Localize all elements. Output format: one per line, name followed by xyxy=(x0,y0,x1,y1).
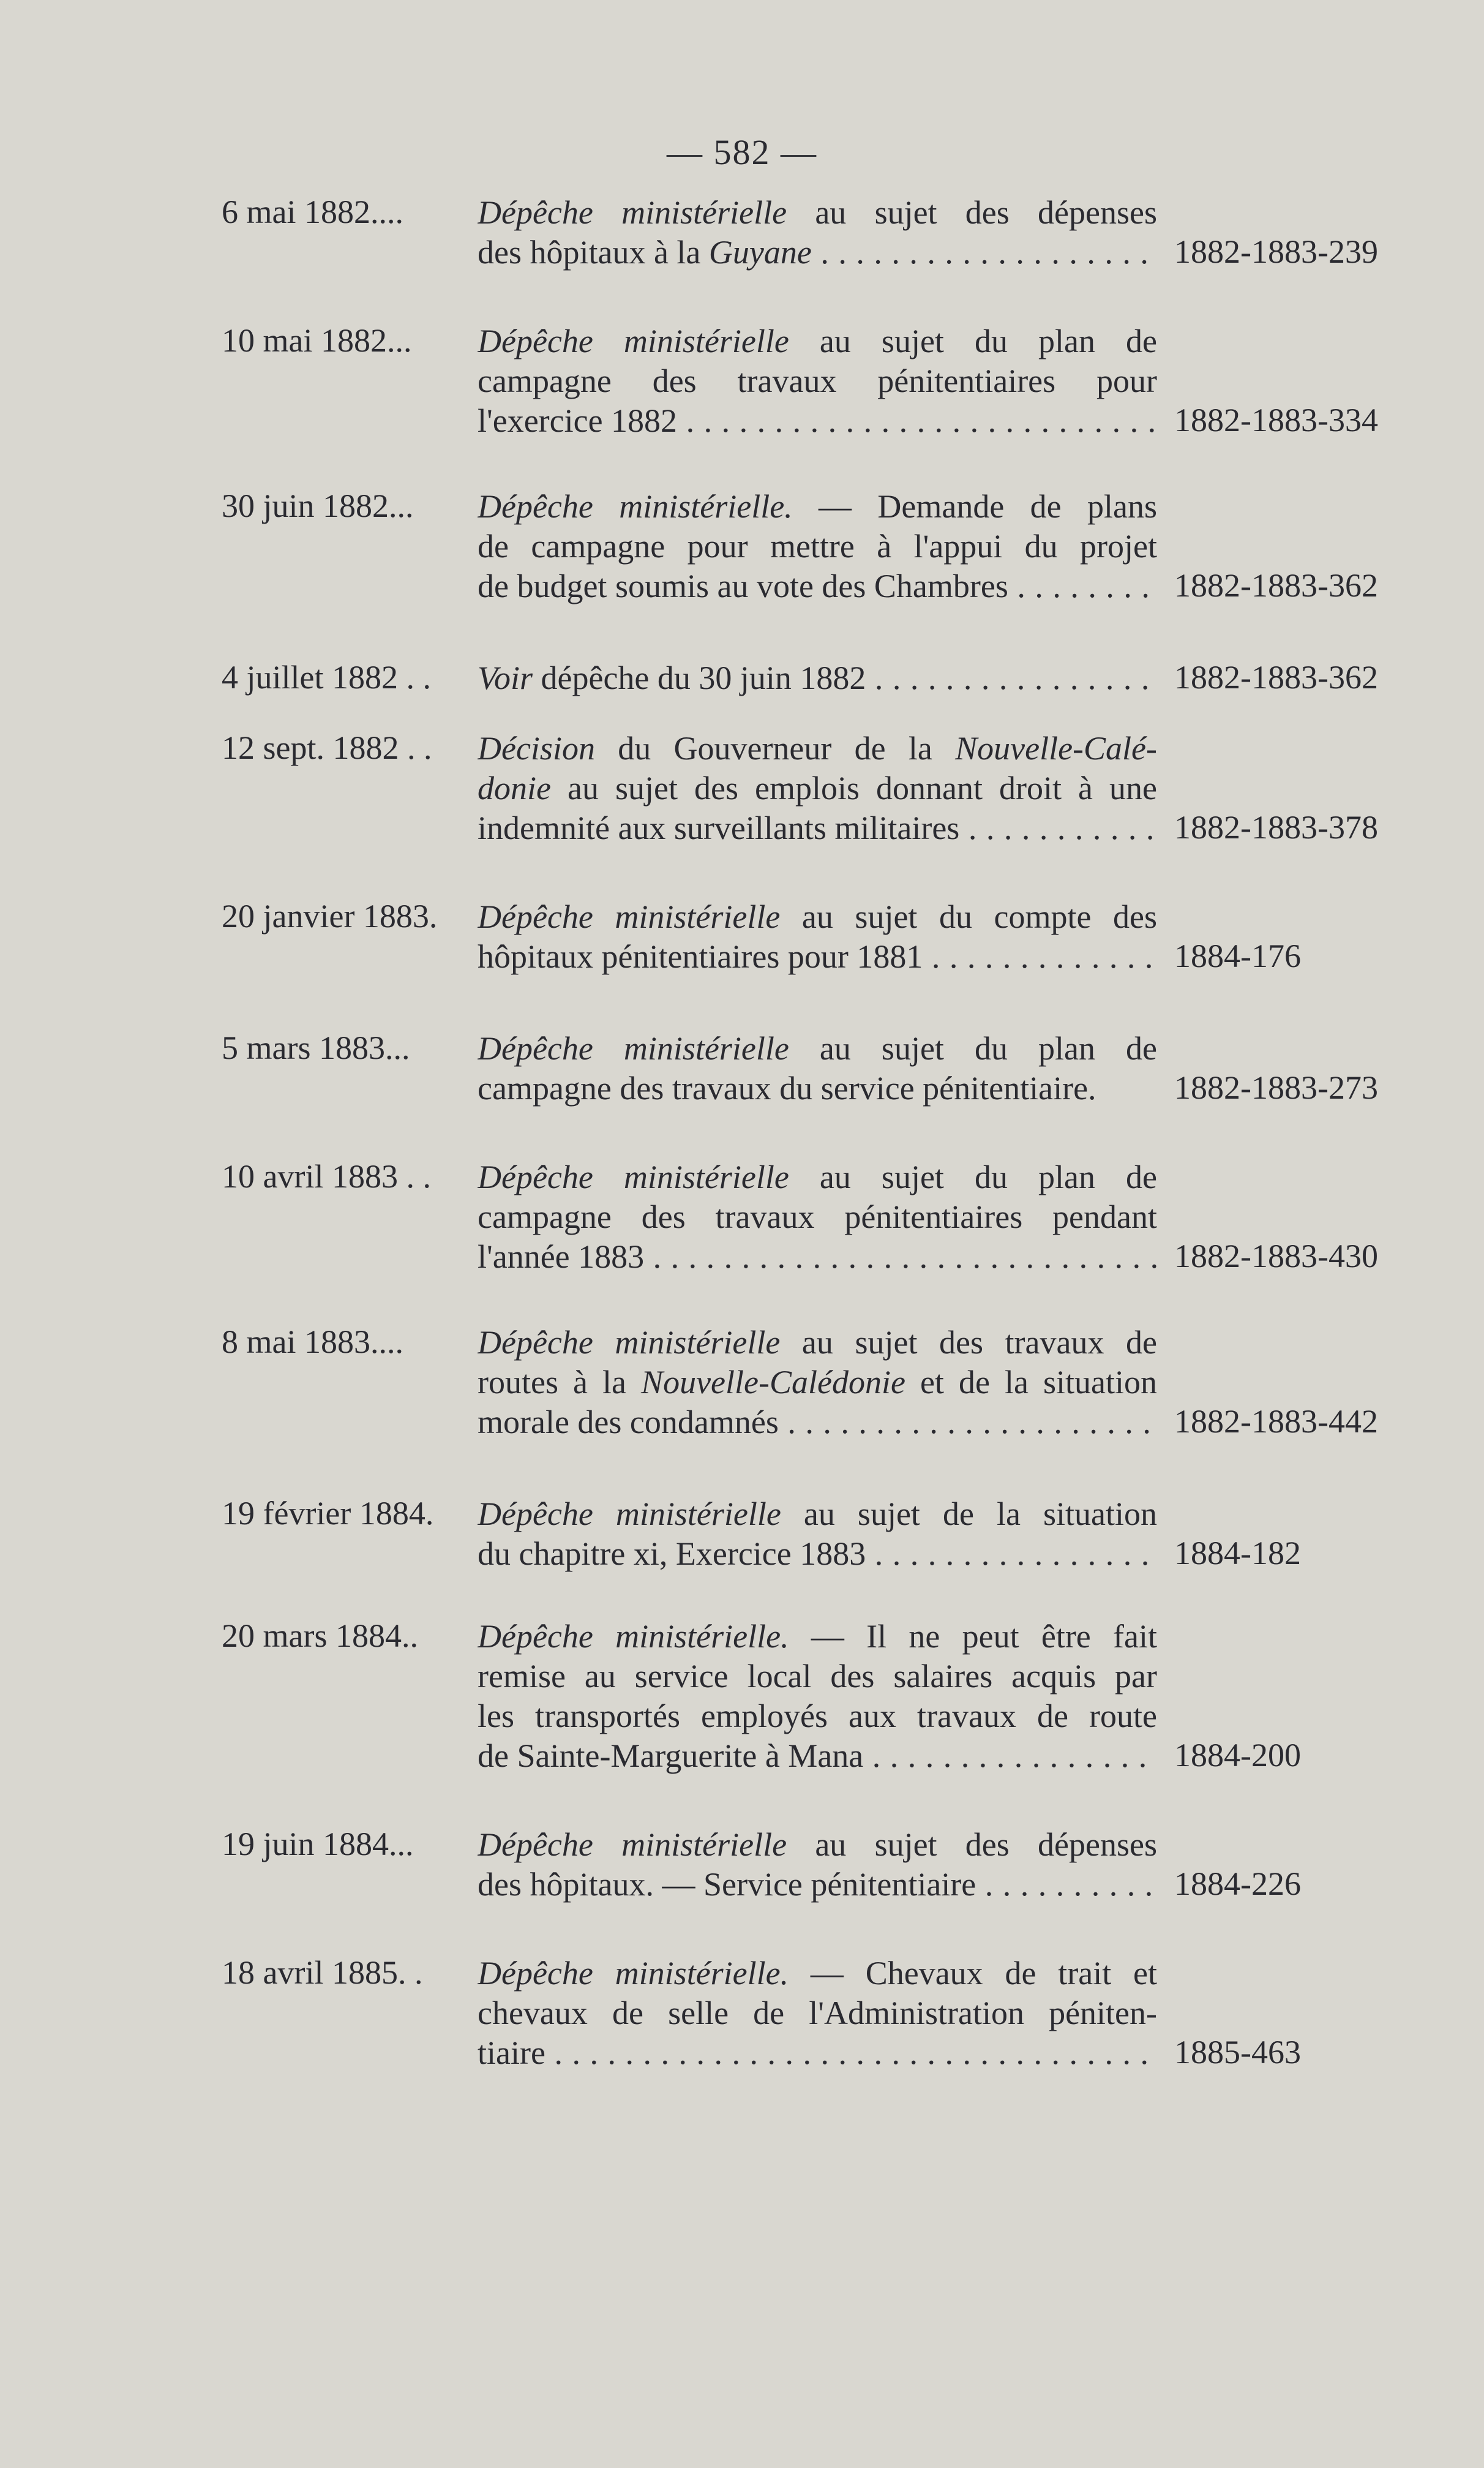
text-segment: donie xyxy=(478,770,551,807)
description-line xyxy=(478,487,1157,527)
description-line xyxy=(478,1865,1157,1905)
entry-description xyxy=(478,487,1157,606)
entry-reference: 1882-1883-362 xyxy=(1174,659,1378,696)
text-segment: Dépêche ministérielle. xyxy=(478,1955,789,1992)
text-segment: Dépêche ministérielle xyxy=(478,1030,789,1067)
description-line xyxy=(478,401,1157,441)
description-line xyxy=(478,322,1157,361)
page-number: — 582 — xyxy=(667,132,817,172)
text-segment: du chapitre xi, Exercice 1883 xyxy=(478,1535,866,1572)
text-segment: — Chevaux de trait et xyxy=(789,1955,1157,1992)
text-segment: Nouvelle-Calé- xyxy=(955,730,1157,767)
entry-description xyxy=(478,1323,1157,1442)
text-segment: Décision xyxy=(478,730,595,767)
text-segment: tiaire xyxy=(478,2034,545,2071)
text-segment: morale des condamnés xyxy=(478,1404,779,1440)
entry-reference: 1882-1883-442 xyxy=(1174,1403,1378,1440)
text-segment: Dépêche ministérielle xyxy=(478,323,789,359)
entry-date: 12 sept. 1882 . . xyxy=(222,729,432,766)
text-segment: Voir xyxy=(478,660,533,696)
entry-date: 20 mars 1884.. xyxy=(222,1617,418,1654)
entry-date: 5 mars 1883... xyxy=(222,1029,410,1066)
description-line xyxy=(478,2033,1157,2073)
description-line xyxy=(478,361,1157,401)
text-segment: indemnité aux surveillants militaires xyxy=(478,810,960,846)
text-segment: — Il ne peut être fait xyxy=(789,1618,1157,1655)
entry-reference: 1884-176 xyxy=(1174,938,1301,974)
text-segment: de Sainte-Marguerite à Mana xyxy=(478,1737,864,1774)
description-line xyxy=(478,1657,1157,1696)
text-segment: au sujet des emplois donnant droit à une xyxy=(550,770,1157,807)
entry-date: 19 juin 1884... xyxy=(222,1826,414,1862)
text-segment: des hôpitaux. — Service pénitentiaire xyxy=(478,1866,976,1903)
description-line xyxy=(478,1993,1157,2033)
entry-reference: 1882-1883-362 xyxy=(1174,567,1378,604)
description-line xyxy=(478,729,1157,769)
text-segment: hôpitaux pénitentiaires pour 1881 xyxy=(478,938,923,975)
entry-date: 8 mai 1883.... xyxy=(222,1323,403,1360)
entry-date: 20 janvier 1883. xyxy=(222,898,438,935)
text-segment: au sujet du plan de xyxy=(789,323,1157,359)
text-segment: Dépêche ministérielle xyxy=(478,1495,781,1532)
entry-description xyxy=(478,193,1157,273)
entry-reference: 1884-182 xyxy=(1174,1535,1301,1571)
description-line xyxy=(478,1363,1157,1402)
text-segment: Guyane xyxy=(708,234,812,271)
description-line xyxy=(478,808,1157,848)
entry-description xyxy=(478,1825,1157,1905)
text-segment: remise au service local des salaires acquis par xyxy=(478,1658,1157,1695)
description-line xyxy=(478,1029,1157,1069)
text-segment: chevaux de selle de l'Administration péniten- xyxy=(478,1995,1157,2031)
text-segment: campagne des travaux pénitentiaires pendant xyxy=(478,1198,1157,1235)
entry-reference: 1884-200 xyxy=(1174,1737,1301,1774)
entry-date: 18 avril 1885. . xyxy=(222,1954,423,1991)
entry-description xyxy=(478,1494,1157,1574)
text-segment: les transportés employés aux travaux de route xyxy=(478,1698,1157,1734)
entry-reference: 1884-226 xyxy=(1174,1865,1301,1902)
entry-reference: 1882-1883-430 xyxy=(1174,1238,1378,1274)
description-line xyxy=(478,1617,1157,1657)
entry-description xyxy=(478,1617,1157,1776)
text-segment: au sujet des dépenses xyxy=(787,1826,1157,1863)
text-segment: au sujet des dépenses xyxy=(787,194,1157,231)
text-segment: l'exercice 1882 xyxy=(478,402,678,439)
entry-reference: 1882-1883-273 xyxy=(1174,1069,1378,1106)
description-line xyxy=(478,1534,1157,1574)
text-segment: de budget soumis au vote des Chambres xyxy=(478,568,1008,604)
text-segment: — Demande de plans xyxy=(792,488,1157,525)
entry-description xyxy=(478,897,1157,977)
description-line xyxy=(478,1157,1157,1197)
description-line xyxy=(478,566,1157,606)
entry-date: 10 mai 1882... xyxy=(222,322,412,359)
text-segment: de campagne pour mettre à l'appui du projet xyxy=(478,528,1157,565)
description-line xyxy=(478,233,1157,273)
description-line xyxy=(478,1494,1157,1534)
description-line xyxy=(478,1069,1157,1108)
entry-date: 10 avril 1883 . . xyxy=(222,1158,431,1195)
text-segment: au sujet du plan de xyxy=(789,1159,1157,1195)
text-segment: au sujet de la situation xyxy=(781,1495,1157,1532)
description-line xyxy=(478,1323,1157,1363)
text-segment: Dépêche ministérielle xyxy=(478,1324,781,1361)
entry-description xyxy=(478,658,1157,698)
description-line xyxy=(478,1696,1157,1736)
text-segment: du Gouverneur de la xyxy=(594,730,956,767)
text-segment: campagne des travaux pénitentiaires pour xyxy=(478,363,1157,399)
entry-reference: 1882-1883-378 xyxy=(1174,809,1378,846)
description-line xyxy=(478,193,1157,233)
text-segment: au sujet du compte des xyxy=(780,898,1157,935)
entry-description xyxy=(478,1029,1157,1108)
text-segment: des hôpitaux à la xyxy=(478,234,709,271)
description-line xyxy=(478,897,1157,937)
entry-reference: 1882-1883-334 xyxy=(1174,402,1378,438)
description-line xyxy=(478,1954,1157,1993)
text-segment: Dépêche ministérielle xyxy=(478,898,781,935)
text-segment: campagne des travaux du service pénitentiaire. xyxy=(478,1070,1096,1107)
description-line xyxy=(478,1237,1157,1277)
description-line xyxy=(478,937,1157,977)
text-segment: Dépêche ministérielle. xyxy=(478,488,793,525)
entry-date: 30 juin 1882... xyxy=(222,487,414,524)
text-segment: Dépêche ministérielle xyxy=(478,194,787,231)
entry-description xyxy=(478,1954,1157,2073)
text-segment: Nouvelle-Calédonie xyxy=(641,1364,905,1401)
description-line xyxy=(478,769,1157,808)
description-line xyxy=(478,658,1157,698)
entry-reference: 1882-1883-239 xyxy=(1174,233,1378,270)
entry-description xyxy=(478,1157,1157,1277)
entry-date: 6 mai 1882.... xyxy=(222,194,403,230)
text-segment: Dépêche ministérielle xyxy=(478,1159,789,1195)
description-line xyxy=(478,1736,1157,1776)
text-segment: et de la situation xyxy=(905,1364,1157,1401)
text-segment: Dépêche ministérielle. xyxy=(478,1618,789,1655)
text-segment: Dépêche ministérielle xyxy=(478,1826,787,1863)
description-line xyxy=(478,527,1157,566)
text-segment: dépêche du 30 juin 1882 xyxy=(533,660,866,696)
text-segment: l'année 1883 xyxy=(478,1238,645,1275)
description-line xyxy=(478,1197,1157,1237)
text-segment: au sujet du plan de xyxy=(789,1030,1157,1067)
entry-date: 19 février 1884. xyxy=(222,1495,434,1532)
entry-date: 4 juillet 1882 . . xyxy=(222,659,431,696)
text-segment: au sujet des travaux de xyxy=(780,1324,1157,1361)
entry-reference: 1885-463 xyxy=(1174,2034,1301,2071)
description-line xyxy=(478,1825,1157,1865)
text-segment: routes à la xyxy=(478,1364,642,1401)
entry-description xyxy=(478,729,1157,848)
entry-description xyxy=(478,322,1157,441)
description-line xyxy=(478,1402,1157,1442)
